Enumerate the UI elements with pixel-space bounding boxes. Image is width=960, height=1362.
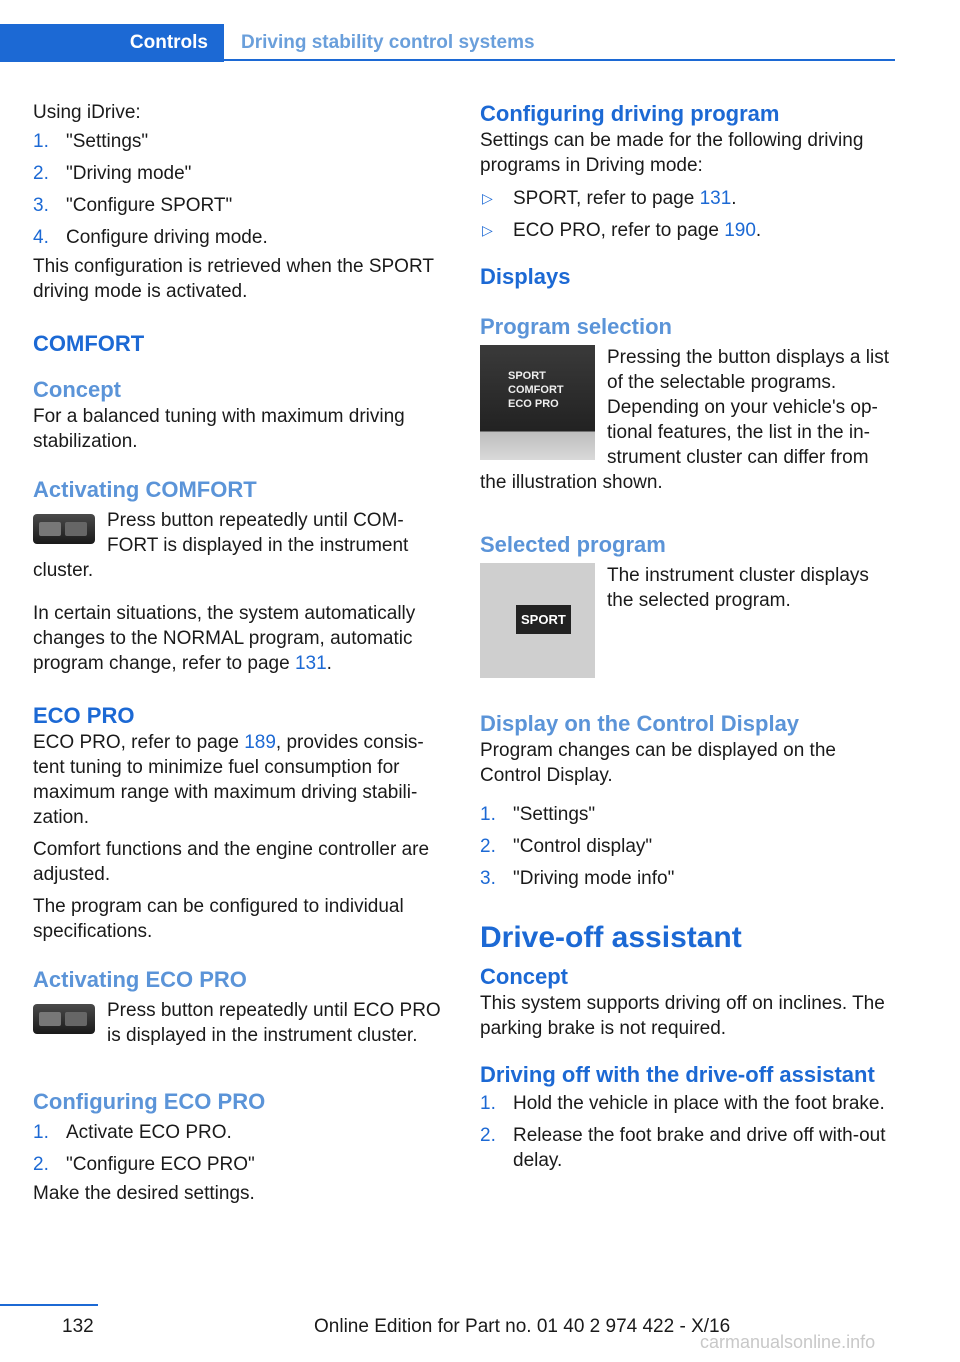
step-number: 2. (480, 1125, 496, 1146)
driving-off-heading: Driving off with the drive-off assistant (480, 1062, 875, 1087)
program-list (480, 186, 895, 243)
auto-change-text: In certain situations, the system automatically changes to the NORMAL program, automatic program change, refer to page 131. (33, 603, 416, 674)
activating-eco-block (33, 998, 443, 1048)
list-item: 2. "Control display" (480, 836, 653, 857)
make-settings-text: Make the desired settings. (33, 1183, 255, 1204)
list-item: 3. "Driving mode info" (480, 868, 675, 889)
drive-mode-button-icon (33, 514, 95, 544)
step-number: 3. (480, 868, 496, 889)
list-item: 1. Hold the vehicle in place with the foot brake. (480, 1093, 885, 1114)
list-item: 3. "Configure SPORT" (33, 195, 233, 216)
retrieved-text: This configuration is retrieved when the SPORT driving mode is activated. (33, 256, 434, 302)
activating-comfort-block (33, 508, 443, 583)
list-item: 1. Activate ECO PRO. (33, 1122, 232, 1143)
header-chapter[interactable]: Driving stability control systems (241, 32, 535, 53)
concept-text: For a balanced tuning with maximum driving stabilization. (33, 406, 405, 452)
activating-eco-text: Press button repeatedly until ECO PRO is displayed in the instrument cluster. (107, 1000, 441, 1046)
program-selection-block (480, 345, 895, 495)
display-cd-text: Program changes can be displayed on the Control Display. (480, 740, 836, 786)
concept-heading: Concept (33, 377, 121, 402)
drive-off-concept-text: This system supports driving off on inclines. The parking brake is not required. (480, 993, 885, 1039)
step-number: 1. (480, 804, 496, 825)
list-item: 1. "Settings" (33, 131, 149, 152)
configuring-eco-steps (33, 1120, 443, 1177)
page-link[interactable]: 131 (699, 188, 732, 209)
page-link[interactable]: 131 (294, 653, 327, 674)
display-steps-list (480, 802, 895, 891)
step-number: 4. (33, 227, 49, 248)
step-number: 3. (33, 195, 49, 216)
eco-pro-heading: ECO PRO (33, 703, 135, 728)
selected-program-image: SPORT (480, 563, 595, 678)
drive-mode-button-icon (33, 1004, 95, 1034)
comfort-heading: COMFORT (33, 331, 145, 356)
list-item: ▷ ECO PRO, refer to page 190. (482, 220, 762, 241)
activating-comfort-heading: Activating COMFORT (33, 477, 257, 502)
triangle-bullet-icon: ▷ (482, 190, 493, 206)
drive-off-heading: Drive-off assistant (480, 921, 742, 954)
program-menu-image: SPORT COMFORT ECO PRO (480, 345, 595, 460)
page-header (0, 24, 895, 62)
selected-program-block (480, 563, 895, 684)
footer-rule (0, 1304, 98, 1306)
left-column (33, 100, 443, 1206)
header-rule (224, 59, 895, 61)
comfort-functions-text: Comfort functions and the engine controller are adjusted. (33, 839, 430, 885)
watermark: carmanualsonline.info (700, 1332, 876, 1352)
right-column (480, 100, 895, 1180)
config-program-heading: Configuring driving program (480, 101, 780, 126)
list-item: 1. "Settings" (480, 804, 596, 825)
step-number: 2. (33, 1154, 49, 1175)
selected-program-text: The instrument cluster displays the selected program. (607, 565, 869, 611)
list-item: 2. "Driving mode" (33, 163, 192, 184)
program-selection-heading: Program selection (480, 314, 672, 339)
idrive-steps-list (33, 129, 443, 250)
activating-eco-heading: Activating ECO PRO (33, 967, 247, 992)
edition-text: Online Edition for Part no. 01 40 2 974 422 - X/16 (314, 1316, 731, 1337)
header-section[interactable]: Controls (129, 32, 208, 53)
intro-text: Using iDrive: (33, 102, 141, 123)
list-item: 2. "Configure ECO PRO" (33, 1154, 255, 1175)
displays-heading: Displays (480, 264, 571, 289)
drive-off-concept-heading: Concept (480, 964, 568, 989)
activating-comfort-text: Press button repeatedly until COM‐FORT is displayed in the instrument cluster. (33, 510, 409, 581)
page-number: 132 (62, 1316, 94, 1337)
page-link[interactable]: 189 (244, 732, 276, 753)
configurable-text: The program can be configured to individual specifications. (33, 896, 404, 942)
triangle-bullet-icon: ▷ (482, 222, 493, 238)
step-number: 1. (33, 131, 49, 152)
page-link[interactable]: 190 (724, 220, 756, 241)
selected-program-heading: Selected program (480, 532, 666, 557)
eco-pro-text: ECO PRO, refer to page 189, provides consis‐tent tuning to minimize fuel consumption for maximum range with maximum driving stabili‐zation. (33, 732, 424, 828)
driving-off-steps (480, 1091, 895, 1173)
list-item: 4. Configure driving mode. (33, 227, 268, 248)
program-selection-text: Pressing the button displays a list of the selectable programs. Depending on your vehicle's op‐tional features, the list in the in‐strument cluster can differ from the illustration shown. (480, 347, 889, 493)
display-cd-heading: Display on the Control Display (480, 711, 800, 736)
list-item: ▷ SPORT, refer to page 131. (482, 188, 737, 209)
step-number: 1. (33, 1122, 49, 1143)
step-number: 1. (480, 1093, 496, 1114)
config-program-text: Settings can be made for the following driving programs in Driving mode: (480, 130, 864, 176)
configuring-eco-heading: Configuring ECO PRO (33, 1089, 266, 1114)
step-number: 2. (33, 163, 49, 184)
list-item: 2. Release the foot brake and drive off with‐out delay. (480, 1125, 886, 1171)
step-number: 2. (480, 836, 496, 857)
